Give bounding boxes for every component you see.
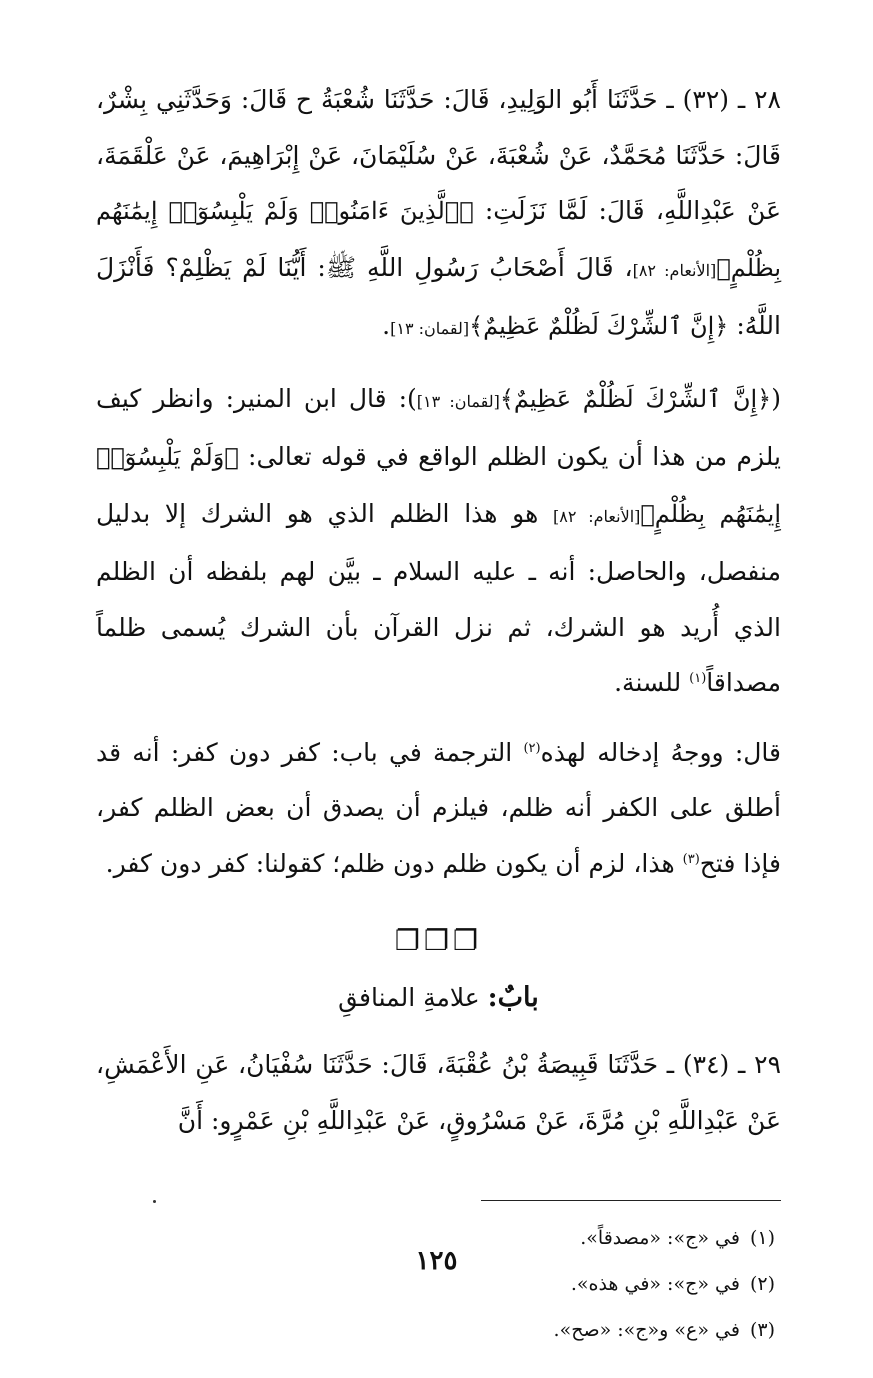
commentary-2-text-a: قال: ووجهُ إدخاله لهذه (540, 737, 781, 767)
verse-ref-anam: [الأنعام: ٨٢] (632, 260, 717, 280)
footnote-marker-1[interactable]: (١) (689, 671, 707, 686)
footnote-marker-3[interactable]: (٣) (682, 851, 700, 867)
verse-ref-luqman: [لقمان: ١٣] (390, 319, 470, 338)
hadith-29: ٢٩ ـ (٣٤) ـ حَدَّثَنَا قَبِيصَةُ بْنُ عُقْبَةَ، قَالَ: حَدَّثَنَا سُفْيَانُ، عَنِ الأَعْمَشِ، عَنْ عَبْدِاللَّهِ بْنِ مُرَّةَ، عَنْ مَسْرُوقٍ، عَنْ عَبْدِاللَّهِ بْنِ عَمْرٍو: أَنَّ (96, 1050, 781, 1135)
quran-verse-anam-2: ﴿وَلَمْ يَلْبِسُوٓا۟ إِيمَٰنَهُم بِظُلْمٍ﴾ (96, 443, 781, 528)
footnote-text: في «ج»: «مصدقاً». (580, 1227, 740, 1249)
footnote-marker-2[interactable]: (٢) (523, 740, 541, 756)
stray-dot (153, 1200, 156, 1203)
commentary-1-text-c: للسنة. (614, 668, 690, 697)
hadith-28 (96, 72, 781, 357)
hadith-28-end: . (382, 311, 391, 340)
footnote-number: (٢) (749, 1273, 775, 1295)
commentary-1-text-a: ): قال ابن المنير: وانظر كيف يلزم من هذا أن يكون الظلم الواقع في قوله تعالى: (96, 383, 781, 471)
verse-ref-anam-2: [الأنعام: ٨٢] (552, 506, 641, 526)
footnote-text: في «ج»: «في هذه». (570, 1273, 740, 1295)
hadith-28-mid: ، قَالَ أَصْحَابُ رَسُولِ اللَّهِ ﷺ: أَيُّنَا لَمْ يَظْلِمْ؟ فَأَنْزَلَ اللَّهُ: (96, 252, 781, 340)
commentary-chapter-reason (96, 725, 781, 892)
chapter-heading (96, 973, 781, 1023)
quran-verse-luqman-2: ﴿إِنَّ ٱلشِّرْكَ لَظُلْمٌ عَظِيمٌ﴾ (499, 384, 772, 413)
footnote-text: في «ع» و«ج»: «صح». (553, 1319, 740, 1341)
chapter-title: علامةِ المنافقِ (338, 983, 488, 1012)
commentary-ibn-munayyir (96, 371, 781, 711)
verse-ref-luqman-2: [لقمان: ١٣] (416, 391, 500, 411)
hadith-28-intro: ٢٨ ـ (٣٢) ـ حَدَّثَنَا أَبُو الوَلِيدِ، قَالَ: حَدَّثَنَا شُعْبَةُ ح قَالَ: وَحَدَّثَنِي بِشْرٌ، قَالَ: حَدَّثَنَا مُحَمَّدٌ، عَنْ شُعْبَةَ، عَنْ سُلَيْمَانَ، عَنْ إِبْرَاهِيمَ، عَنْ عَلْقَمَةَ، عَنْ عَبْدِاللَّهِ، قَالَ: لَمَّا نَزَلَتِ: (96, 85, 782, 225)
footnotes (96, 1215, 781, 1353)
footnote-number: (١) (749, 1227, 775, 1249)
quran-verse-anam: ﴿ٱلَّذِينَ ءَامَنُوا۟ وَلَمْ يَلْبِسُوٓا۟ إِيمَٰنَهُم بِظُلْمٍ﴾ (96, 197, 781, 282)
commentary-2-text-b: الترجمة في باب: كفر دون كفر: أنه قد أطلق على الكفر أنه ظلم، فيلزم أن يصدق أن بعض الظلم كفر، فإذا فتح (96, 737, 782, 878)
footnote-3 (96, 1307, 781, 1353)
chapter-label: بابٌ: (487, 982, 539, 1013)
page-number: ١٢٥ (415, 1246, 458, 1276)
footnote-number: (٣) (749, 1319, 775, 1341)
paren-open: ( (771, 383, 781, 413)
commentary-1-text-b: هو هذا الظلم الذي هو الشرك إلا بدليل منفصل، والحاصل: أنه ـ عليه السلام ـ بيَّن لهم بلفظه أن الظلم الذي أُريد هو الشرك، ثم نزل القرآن بأن الشرك يُسمى ظلماً مصداقاً (96, 498, 781, 697)
commentary-2-text-c: هذا، لزم أن يكون ظلم دون ظلم؛ كقولنا: كفر دون كفر. (105, 848, 683, 878)
footnote-divider (481, 1200, 781, 1201)
section-separator: ❐❐❐ (394, 924, 483, 957)
quran-verse-luqman: ﴿إِنَّ ٱلشِّرْكَ لَظُلْمٌ عَظِيمٌ﴾ (469, 312, 729, 340)
